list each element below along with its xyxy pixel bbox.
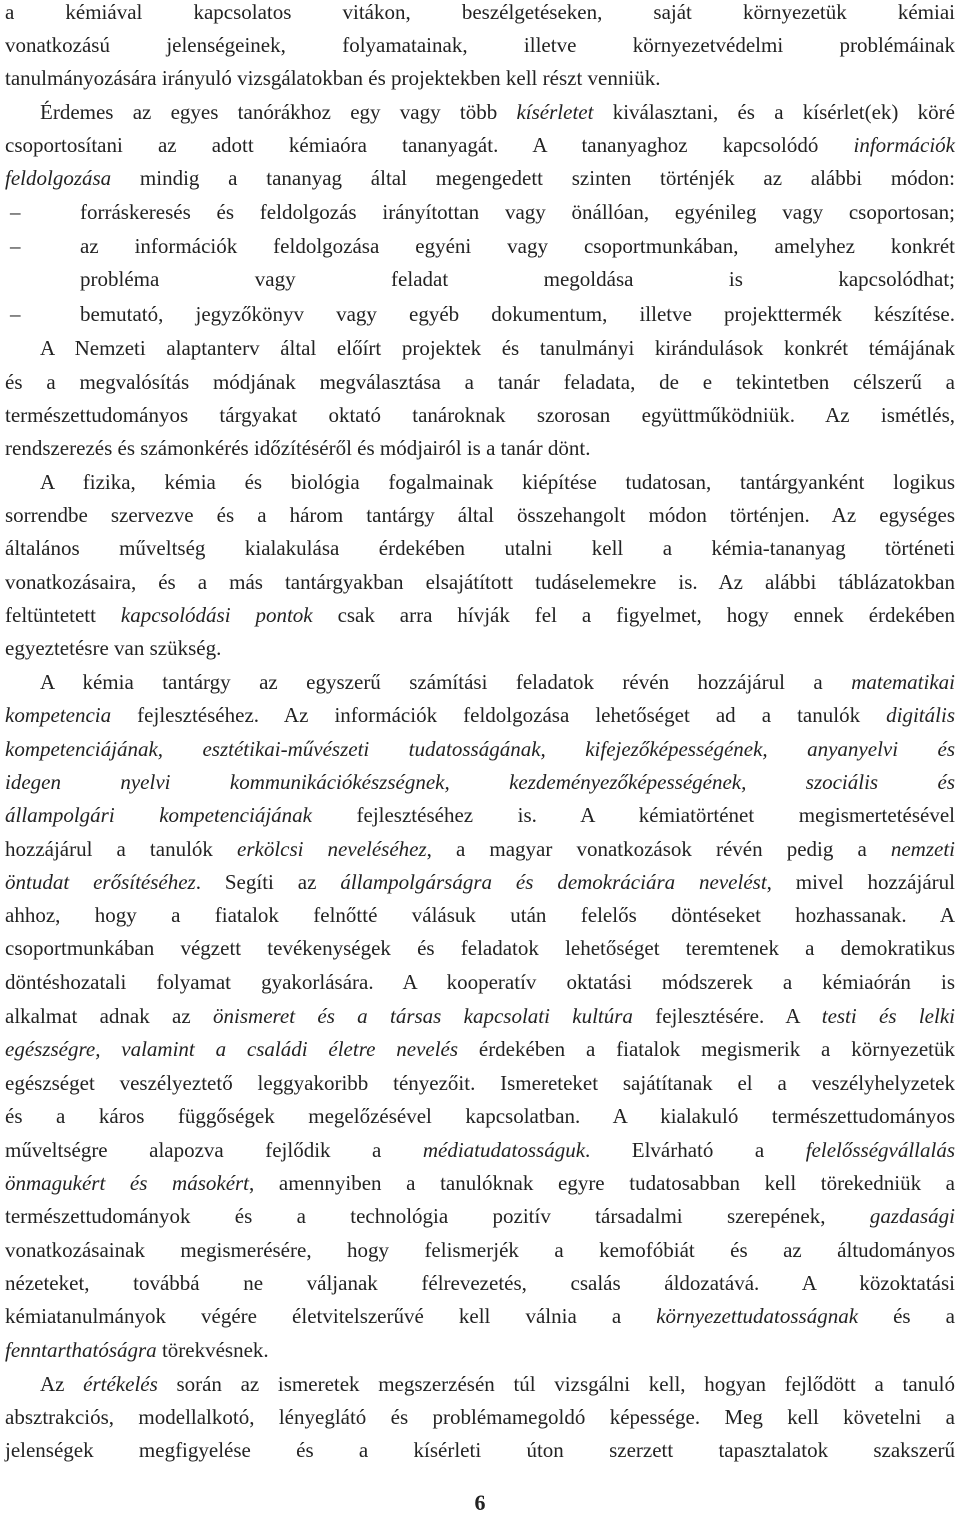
text-segment: Az xyxy=(40,1372,84,1396)
page-number: 6 xyxy=(474,1490,486,1515)
text-line xyxy=(5,1267,955,1300)
text-line xyxy=(5,399,955,432)
list-dash: – xyxy=(10,234,21,258)
text-segment: természettudományok és a technológia pozitív társadalmi szerepének, xyxy=(5,1204,870,1228)
text-segment: feltüntetett xyxy=(5,603,121,627)
text-segment: törekvésnek. xyxy=(156,1338,269,1362)
text-segment: és a megvalósítás módjának megválasztása a tanár feladata, de e tekintetben célszerű a xyxy=(5,370,955,394)
text-line xyxy=(5,799,955,832)
emphasis-text: önismeret és a társas kapcsolati kultúra xyxy=(213,1004,633,1028)
text-line xyxy=(40,666,955,699)
text-line xyxy=(5,966,955,999)
emphasis-text: értékelés xyxy=(83,1372,158,1396)
text-segment: és a xyxy=(858,1304,955,1328)
text-segment: kiválasztani, és a kísérlet(ek) köré xyxy=(593,100,955,124)
emphasis-text: testi és lelki xyxy=(821,1004,955,1028)
emphasis-text: matematikai xyxy=(851,670,955,694)
text-segment: hozzájárul a tanulók xyxy=(5,837,237,861)
text-segment: egészséget veszélyeztető leggyakoribb tényezőit. Ismereteket sajátítanak el a veszélyhelyzetek xyxy=(5,1071,955,1095)
text-segment: döntéshozatali folyamat gyakorlására. A kooperatív oktatási módszerek a kémiaórán is xyxy=(5,970,955,994)
text-line xyxy=(5,566,955,599)
text-line xyxy=(5,62,955,95)
text-line xyxy=(5,699,955,732)
text-segment: fejlesztéséhez is. A kémiatörténet megismertetésével xyxy=(311,803,955,827)
text-line xyxy=(5,766,955,799)
text-segment: . Elvárható a xyxy=(585,1138,806,1162)
text-segment: az információk feldolgozása egyéni vagy csoportmunkában, amelyhez konkrét xyxy=(80,234,955,258)
text-line xyxy=(5,833,955,866)
text-line xyxy=(5,1401,955,1434)
emphasis-text: idegen nyelvi kommunikációkészségnek, kezdeményezőképességének, szociális és xyxy=(5,770,955,794)
text-line xyxy=(80,230,955,263)
text-segment: forráskeresés és feldolgozás irányítottan vagy önállóan, egyénileg vagy csoportosan; xyxy=(80,200,955,224)
text-line xyxy=(80,298,955,331)
text-segment: vonatkozásaira, és a más tantárgyakban elsajátított tudáselemekre is. Az alábbi táblázatokban xyxy=(5,570,955,594)
emphasis-text: fenntarthatóságra xyxy=(5,1338,157,1362)
text-line xyxy=(5,632,955,665)
text-line xyxy=(5,1067,955,1100)
text-segment: kémiatanulmányok végére életvitelszerűvé kell válnia a xyxy=(5,1304,657,1328)
text-segment: természettudományos tárgyakat oktató tanároknak szorosan együttműködniük. Az ismétlés, xyxy=(5,403,955,427)
emphasis-text: kapcsolódási pontok xyxy=(120,603,313,627)
text-segment: alkalmat adnak az xyxy=(5,1004,214,1028)
text-segment: nézeteket, továbbá ne váljanak félrevezetés, csalás áldozatává. A közoktatási xyxy=(5,1271,955,1295)
emphasis-text: kompetencia xyxy=(5,703,112,727)
text-line xyxy=(5,366,955,399)
emphasis-text: médiatudatosságuk xyxy=(422,1138,586,1162)
text-segment: A Nemzeti alaptanterv által előírt projektek és tanulmányi kirándulások konkrét témájának xyxy=(40,336,955,360)
text-line xyxy=(40,332,955,365)
list-dash: – xyxy=(10,200,21,224)
text-segment: csoportosítani az adott kémiaóra tananyagát. A tananyaghoz kapcsolódó xyxy=(5,133,854,157)
text-line xyxy=(5,0,955,29)
text-line xyxy=(5,599,955,632)
text-segment: csak arra hívják fel a figyelmet, hogy ennek érdekében xyxy=(312,603,956,627)
emphasis-text: felelősségvállalás xyxy=(805,1138,956,1162)
text-line xyxy=(5,1134,955,1167)
emphasis-text: önmagukért és másokért xyxy=(5,1171,250,1195)
emphasis-text: kísérletet xyxy=(516,100,594,124)
text-line xyxy=(5,499,955,532)
list-dash: – xyxy=(10,302,21,326)
emphasis-text: információk xyxy=(853,133,955,157)
text-line xyxy=(5,866,955,899)
emphasis-text: feldolgozása xyxy=(5,166,112,190)
emphasis-text: erkölcsi neveléséhez xyxy=(237,837,427,861)
text-segment: mindig a tananyag által megengedett szinten történjék az alábbi módon: xyxy=(111,166,955,190)
text-line xyxy=(5,129,955,162)
text-segment: során az ismeretek megszerzésén túl vizsgálni kell, hogyan fejlődött a tanuló xyxy=(157,1372,955,1396)
text-line xyxy=(40,96,955,129)
text-segment: tanulmányozására irányuló vizsgálatokban és projektekben kell részt venniük. xyxy=(5,66,661,90)
text-line xyxy=(5,1200,955,1233)
text-line xyxy=(5,899,955,932)
text-segment: vonatkozású jelenségeinek, folyamatainak, illetve környezetvédelmi problémáinak xyxy=(5,33,955,57)
text-segment: . Segíti az xyxy=(195,870,341,894)
text-segment: jelenségek megfigyelése és a kísérleti úton szerzett tapasztalatok szakszerű xyxy=(5,1438,955,1462)
emphasis-text: környezettudatosságnak xyxy=(656,1304,859,1328)
text-line xyxy=(5,932,955,965)
text-segment: érdekében a fiatalok megismerik a környezetük xyxy=(458,1037,955,1061)
text-segment: fejlesztésére. A xyxy=(632,1004,822,1028)
text-segment: , amennyiben a tanulóknak egyre tudatosabban kell törekedniük a xyxy=(249,1171,955,1195)
text-line xyxy=(5,532,955,565)
emphasis-text: digitális xyxy=(886,703,955,727)
emphasis-text: gazdasági xyxy=(869,1204,955,1228)
text-segment: ahhoz, hogy a fiatalok felnőtté válásuk után felelős döntéseket hozhassanak. A xyxy=(5,903,955,927)
emphasis-text: állampolgárságra és demokráciára nevelést xyxy=(340,870,767,894)
text-segment: bemutató, jegyzőkönyv vagy egyéb dokumentum, illetve projekttermék készítése. xyxy=(80,302,955,326)
text-segment: műveltségre alapozva fejlődik a xyxy=(5,1138,423,1162)
text-segment: vonatkozásainak megismerésére, hogy felismerjék a kemofóbiát és az áltudományos xyxy=(5,1238,955,1262)
text-segment: , a magyar vonatkozások révén pedig a xyxy=(426,837,891,861)
text-segment: probléma vagy feladat megoldása is kapcsolódhat; xyxy=(80,267,955,291)
text-line xyxy=(80,196,955,229)
text-line xyxy=(5,1300,955,1333)
emphasis-text: öntudat erősítéséhez xyxy=(5,870,196,894)
text-line xyxy=(5,733,955,766)
text-line xyxy=(5,432,955,465)
text-line xyxy=(5,1033,955,1066)
text-segment: egyeztetésre van szükség. xyxy=(5,636,222,660)
text-line xyxy=(80,263,955,296)
text-segment: rendszerezés és számonkérés időzítéséről és módjairól is a tanár dönt. xyxy=(5,436,591,460)
text-segment: és a káros függőségek megelőzésével kapcsolatban. A kialakuló természettudományos xyxy=(5,1104,955,1128)
text-segment: csoportmunkában végzett tevékenységek és feladatok lehetőséget teremtenek a demokratikus xyxy=(5,936,955,960)
text-line xyxy=(5,1334,955,1367)
text-segment: Érdemes az egyes tanórákhoz egy vagy több xyxy=(40,100,517,124)
text-line xyxy=(5,1434,955,1467)
emphasis-text: állampolgári kompetenciájának xyxy=(5,803,312,827)
text-line xyxy=(5,1000,955,1033)
text-segment: általános műveltség kialakulása érdekében utalni kell a kémia-tananyag történeti xyxy=(5,536,955,560)
text-line xyxy=(40,1368,955,1401)
text-segment: A fizika, kémia és biológia fogalmainak kiépítése tudatosan, tantárgyanként logikus xyxy=(40,470,955,494)
text-segment: a kémiával kapcsolatos vitákon, beszélgetéseken, saját környezetük kémiai xyxy=(5,0,955,24)
text-line xyxy=(5,1100,955,1133)
emphasis-text: kompetenciájának, esztétikai-művészeti tudatosságának, kifejezőképességének, anyanyelvi és xyxy=(5,737,955,761)
text-line xyxy=(5,29,955,62)
text-line xyxy=(5,1167,955,1200)
text-segment: A kémia tantárgy az egyszerű számítási feladatok révén hozzájárul a xyxy=(40,670,852,694)
emphasis-text: nemzeti xyxy=(890,837,955,861)
text-segment: absztrakciós, modellalkotó, lényeglátó és problémamegoldó képessége. Meg kell követelni a xyxy=(5,1405,955,1429)
text-segment: fejlesztéséhez. Az információk feldolgozása lehetőséget ad a tanulók xyxy=(111,703,887,727)
emphasis-text: egészségre, valamint a családi életre nevelés xyxy=(5,1037,459,1061)
text-line xyxy=(5,162,955,195)
text-line xyxy=(5,1234,955,1267)
text-line xyxy=(40,466,955,499)
text-segment: , mivel hozzájárul xyxy=(766,870,955,894)
text-segment: sorrendbe szervezve és a három tantárgy által összehangolt módon történjen. Az egységes xyxy=(5,503,955,527)
